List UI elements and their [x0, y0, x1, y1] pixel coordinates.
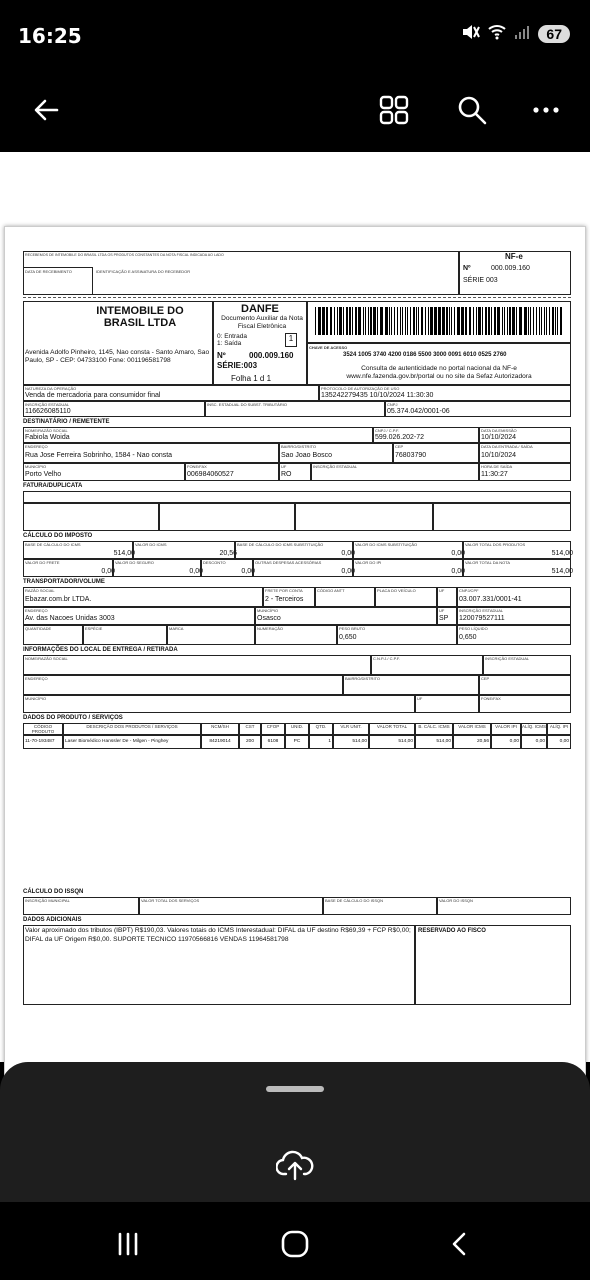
- nature: Venda de mercadoria para consumidor final: [25, 392, 161, 399]
- desconto-label: DESCONTO: [203, 560, 226, 565]
- dest-address-label: ENDEREÇO: [25, 444, 48, 449]
- dest-uf: RO: [281, 471, 292, 478]
- entrega-address-label: ENDEREÇO: [25, 676, 48, 681]
- dest-exit: 10/10/2024: [481, 452, 517, 459]
- seguro: 0,00: [189, 568, 203, 575]
- barcode-bar: [491, 307, 492, 335]
- barcode-bar: [318, 307, 321, 335]
- barcode-bar: [478, 307, 481, 335]
- barcode-bar: [442, 307, 445, 335]
- entrega-ie-label: INSCRIÇÃO ESTADUAL: [485, 656, 530, 661]
- barcode-bar: [485, 307, 487, 335]
- danfe-type: 1: [288, 334, 294, 343]
- entrega-section-title: INFORMAÇÕES DO LOCAL DE ENTREGA / RETIRADA: [23, 647, 178, 653]
- issqn-valor-label: VALOR DO ISSQN: [439, 898, 473, 903]
- more-icon[interactable]: [524, 88, 568, 132]
- adicionais-section-title: DADOS ADICIONAIS: [23, 917, 82, 923]
- ipi: 0,00: [451, 568, 465, 575]
- total-nota: 514,00: [551, 568, 573, 575]
- barcode-bar: [380, 307, 383, 335]
- transp-section-title: TRANSPORTADOR/VOLUME: [23, 579, 105, 585]
- transp-address: Av. das Nacoes Unidas 3003: [25, 615, 115, 622]
- barcode-bar: [355, 307, 357, 335]
- nfe-title: NF-e: [505, 252, 523, 261]
- ie-label: INSCRIÇÃO ESTADUAL: [25, 402, 70, 407]
- barcode-bar: [385, 307, 388, 335]
- barcode-bar: [349, 307, 351, 335]
- table-header-cell: B. CÁLC. ICMS: [415, 723, 453, 735]
- table-header-cell: ALÍQ. IPI: [547, 723, 571, 735]
- barcode-bar: [473, 307, 474, 335]
- barcode-bar: [457, 307, 460, 335]
- dest-exit-label: DATA DA ENTRADA / SAÍDA: [481, 444, 533, 449]
- barcode-bar: [421, 307, 423, 335]
- ipi-label: VALOR DO IPI: [355, 560, 382, 565]
- dest-cep-label: CEP: [395, 444, 404, 449]
- table-header-cell: CÓDIGO PRODUTO: [23, 723, 63, 735]
- barcode-bar: [488, 307, 490, 335]
- barcode-bar: [465, 307, 467, 335]
- issqn-servicos-label: VALOR TOTAL DOS SERVIÇOS: [141, 898, 200, 903]
- barcode-bar: [552, 307, 554, 335]
- table-cell: 200: [239, 735, 261, 749]
- receipt-date-label: DATA DE RECEBIMENTO: [25, 269, 72, 274]
- ie-value: 116626085110: [25, 408, 71, 415]
- dest-address: Rua Jose Ferreira Sobrinho, 1584 - Nao consta: [25, 452, 173, 459]
- barcode-bar: [434, 307, 437, 335]
- transp-qty-label: QUANTIDADE: [25, 626, 52, 631]
- total-nota-label: VALOR TOTAL DA NOTA: [465, 560, 511, 565]
- cloud-upload-icon[interactable]: [276, 1148, 314, 1182]
- dest-time: 11:30:27: [481, 471, 508, 478]
- issqn-im-label: INSCRIÇÃO MUNICIPAL: [25, 898, 70, 903]
- transp-ie-label: INSCRIÇÃO ESTADUAL: [459, 608, 504, 613]
- home-icon[interactable]: [275, 1224, 315, 1264]
- table-header-cell: VALOR IPI: [491, 723, 521, 735]
- adicionais-text: Valor aproximado dos tributos (IBPT) R$190,03. Valores totais do ICMS Interestadual: DIFAL da UF destino R$69,39 + FCP R$0,00; DIFAL da UF Origem R$0,00. SUPORTE TECNICO 11970566816 VENDAS 11964581798: [25, 927, 411, 943]
- danfe-number: 000.009.160: [249, 351, 294, 360]
- access-key-label: CHAVE DE ACESSO: [309, 345, 348, 350]
- barcode-bar: [482, 307, 483, 335]
- transp-razao-label: RAZÃO SOCIAL: [25, 588, 55, 593]
- receipt-text: RECEBEMOS DE INTEMOBILE DO BRASIL LTDA OS PRODUTOS CONSTANTES DA NOTA FISCAL INDICADA AO LADO: [25, 253, 224, 257]
- barcode-bar: [528, 307, 529, 335]
- dest-city: Porto Velho: [25, 471, 62, 478]
- transp-uf-label: UF: [439, 588, 445, 593]
- battery-level: 67: [546, 25, 562, 42]
- seguro-label: VALOR DO SEGURO: [115, 560, 154, 565]
- barcode-bar: [469, 307, 471, 335]
- signal-icon: [514, 24, 530, 43]
- transp-city-label: MUNICÍPIO: [257, 608, 279, 613]
- transp-city: Osasco: [257, 615, 281, 622]
- barcode-bar: [533, 307, 534, 335]
- barcode-bar: [315, 307, 316, 335]
- dest-name: Fabiola Woida: [25, 434, 70, 441]
- barcode-bar: [346, 307, 348, 335]
- dest-ie-label: INSCRIÇÃO ESTADUAL: [313, 464, 358, 469]
- barcode-bar: [373, 307, 376, 335]
- barcode-bar: [519, 307, 522, 335]
- barcode-bar: [509, 307, 511, 335]
- dest-time-label: HORA DE SAÍDA: [481, 464, 513, 469]
- table-cell: 514,00: [333, 735, 369, 749]
- barcode-bar: [524, 307, 527, 335]
- table-cell: 0,00: [521, 735, 547, 749]
- table-cell: Laser Biomédico Hanssler De - Milgen - Pinghey: [63, 735, 201, 749]
- table-header-cell: QTD.: [309, 723, 333, 735]
- back-arrow-icon[interactable]: [24, 88, 68, 132]
- consult-text: Consulta de autenticidade no portal nacional da NF-e www.nfe.fazenda.gov.br/portal ou no site da Sefaz Autorizadora: [346, 365, 532, 380]
- danfe-number-label: Nº: [217, 351, 226, 360]
- barcode-bar: [377, 307, 378, 335]
- barcode-bar: [494, 307, 496, 335]
- outras-label: OUTRAS DESPESAS ACESSÓRIAS: [255, 560, 322, 565]
- barcode-bar: [343, 307, 344, 335]
- outras: 0,00: [341, 568, 355, 575]
- nfe-number-label: Nº: [463, 265, 471, 272]
- transp-placa-label: PLACA DO VEÍCULO: [377, 588, 416, 593]
- status-icons: [462, 24, 570, 43]
- issqn-section-title: CÁLCULO DO ISSQN: [23, 889, 84, 895]
- table-header-cell: CFOP: [261, 723, 285, 735]
- imposto-section-title: CÁLCULO DO IMPOSTO: [23, 533, 93, 539]
- transp-marca-label: MARCA: [169, 626, 184, 631]
- dest-emission: 10/10/2024: [481, 434, 517, 441]
- barcode-bar: [461, 307, 464, 335]
- barcode-bar: [405, 307, 406, 335]
- barcode-bar: [326, 307, 328, 335]
- dest-cpf-label: CNPJ / C.P.F.: [375, 428, 400, 433]
- barcode-bar: [365, 307, 366, 335]
- barcode-bar: [507, 307, 508, 335]
- barcode-bar: [334, 307, 335, 335]
- entrega-phone-label: FONE/FAX: [481, 696, 501, 701]
- ie-st-label: INSC. ESTADUAL DO SUBST. TRIBUTÁRIO: [207, 402, 287, 407]
- nature-label: NATUREZA DA OPERAÇÃO: [25, 386, 77, 391]
- drag-handle[interactable]: [266, 1086, 324, 1092]
- nfe-number: 000.009.160: [491, 265, 530, 272]
- dest-phone-label: FONE/FAX: [187, 464, 207, 469]
- base-icms: 514,00: [113, 550, 135, 557]
- transp-uf2: SP: [439, 615, 449, 622]
- emitter-address: Avenida Adolfo Pinheiro, 1145, Nao consta - Santo Amaro, Sao Paulo, SP - CEP: 04733100 Fone: 001196581798: [25, 349, 210, 364]
- danfe-entry: 0: Entrada: [217, 333, 247, 340]
- barcode-bar: [358, 307, 361, 335]
- table-cell: 1: [309, 735, 333, 749]
- back-icon[interactable]: [440, 1224, 480, 1264]
- frete-label: VALOR DO FRETE: [25, 560, 60, 565]
- transp-cnpj-label: CNPJ/CPF: [459, 588, 479, 593]
- dest-name-label: NOME/RAZÃO SOCIAL: [25, 428, 68, 433]
- transp-liquido-label: PESO LÍQUIDO: [459, 626, 488, 631]
- grid-icon[interactable]: [372, 88, 416, 132]
- barcode-bar: [322, 307, 325, 335]
- navigation-bar: [0, 1202, 590, 1280]
- table-header-cell: VALOR ICMS: [453, 723, 491, 735]
- barcode-bar: [449, 307, 450, 335]
- barcode-bar: [430, 307, 433, 335]
- total-prod-label: VALOR TOTAL DOS PRODUTOS: [465, 542, 526, 547]
- barcode-bar: [416, 307, 417, 335]
- table-cell: 6108: [261, 735, 285, 749]
- table-header-cell: UNID.: [285, 723, 309, 735]
- barcode-bar: [407, 307, 408, 335]
- access-key: 3524 1005 3740 4200 0186 5500 3000 0091 6010 0525 2760: [343, 352, 507, 358]
- table-header-cell: DESCRIÇÃO DOS PRODUTOS / SERVIÇOS: [63, 723, 201, 735]
- entrega-cep-label: CEP: [481, 676, 490, 681]
- barcode-bar: [400, 307, 401, 335]
- table-header-cell: VALOR TOTAL: [369, 723, 415, 735]
- battery-icon: [538, 25, 570, 43]
- barcode-bar: [544, 307, 545, 335]
- barcode-bar: [368, 307, 369, 335]
- recents-icon[interactable]: [108, 1224, 148, 1264]
- barcode-bar: [428, 307, 429, 335]
- total-prod: 514,00: [551, 550, 573, 557]
- entrega-district-label: BAIRRO/DISTRITO: [345, 676, 381, 681]
- valor-icms: 20,56: [219, 550, 237, 557]
- barcode-bar: [397, 307, 398, 335]
- danfe-subtitle: Documento Auxiliar da Nota Fiscal Eletrônica: [221, 315, 303, 330]
- table-cell: 514,00: [369, 735, 415, 749]
- table-header-cell: ALÍQ. ICMS: [521, 723, 547, 735]
- transp-frete: 2 - Terceiros: [265, 596, 304, 603]
- table-cell: 84219014: [201, 735, 239, 749]
- transp-razao: Ebazar.com.br LTDA.: [25, 596, 92, 603]
- barcode-bar: [391, 307, 392, 335]
- entrega-uf-label: UF: [417, 696, 423, 701]
- products-table: [23, 723, 571, 763]
- issqn-base-label: BASE DE CÁLCULO DO ISSQN: [325, 898, 384, 903]
- protocol-label: PROTOCOLO DE AUTORIZAÇÃO DE USO: [321, 386, 400, 391]
- reservado-fisco: RESERVADO AO FISCO: [418, 928, 486, 934]
- document-page[interactable]: [4, 226, 586, 1206]
- barcode-bar: [530, 307, 531, 335]
- barcode-bar: [352, 307, 353, 335]
- status-bar: [0, 0, 590, 72]
- dest-phone: 006984060527: [187, 471, 234, 478]
- barcode-bar: [363, 307, 364, 335]
- base-st-label: BASE DE CÁLCULO DO ICMS SUBSTITUIÇÃO: [237, 542, 324, 547]
- danfe-exit: 1: Saída: [217, 340, 242, 347]
- table-cell: 0,00: [491, 735, 521, 749]
- valor-st: 0,00: [451, 550, 465, 557]
- table-cell: 11-70-193487: [23, 735, 63, 749]
- mute-icon: [462, 24, 480, 43]
- toolbar: [0, 72, 590, 152]
- barcode-bar: [476, 307, 477, 335]
- barcode-bar: [536, 307, 537, 335]
- barcode-bar: [557, 307, 558, 335]
- barcode-bar: [339, 307, 342, 335]
- barcode-bar: [512, 307, 515, 335]
- barcode-bar: [438, 307, 441, 335]
- desconto: 0,00: [241, 568, 255, 575]
- valor-icms-label: VALOR DO ICMS: [135, 542, 167, 547]
- search-icon[interactable]: [450, 88, 494, 132]
- barcode-bar: [454, 307, 455, 335]
- dest-cpf: 599.026.202-72: [375, 434, 425, 441]
- valor-st-label: VALOR DO ICMS SUBSTITUIÇÃO: [355, 542, 418, 547]
- frete: 0,00: [101, 568, 115, 575]
- transp-especie-label: ESPÉCIE: [85, 626, 103, 631]
- danfe-title: DANFE: [241, 303, 279, 315]
- table-cell: PC: [285, 735, 309, 749]
- dest-uf-label: UF: [281, 464, 287, 469]
- barcode-bar: [516, 307, 517, 335]
- transp-numeracao-label: NUMERAÇÃO: [257, 626, 284, 631]
- protocol: 135242279435 10/10/2024 11:30:30: [321, 392, 434, 399]
- barcode-bar: [539, 307, 540, 335]
- barcode-bar: [451, 307, 452, 335]
- dest-city-label: MUNICÍPIO: [25, 464, 47, 469]
- transp-frete-label: FRETE POR CONTA: [265, 588, 303, 593]
- barcode-bar: [330, 307, 332, 335]
- transp-antt-label: CÓDIGO ANTT: [317, 588, 345, 593]
- barcode-bar: [410, 307, 411, 335]
- wifi-icon: [488, 24, 506, 43]
- barcode-bar: [504, 307, 505, 335]
- barcode-bar: [413, 307, 415, 335]
- transp-ie: 120079527111: [459, 615, 505, 622]
- barcode: [315, 307, 563, 335]
- produtos-section-title: DADOS DO PRODUTO / SERVIÇOS: [23, 715, 123, 721]
- transp-cnpj: 03.007.331/0001-41: [459, 596, 522, 603]
- dest-district: Sao Joao Bosco: [281, 452, 332, 459]
- dest-cep: 76803790: [395, 452, 427, 459]
- dest-district-label: BAIRRO/DISTRITO: [281, 444, 317, 449]
- barcode-bar: [337, 307, 338, 335]
- transp-uf2-label: UF: [439, 608, 445, 613]
- receipt-sign-label: IDENTIFICAÇÃO E ASSINATURA DO RECEBEDOR: [96, 269, 191, 274]
- barcode-bar: [555, 307, 556, 335]
- transp-bruto-label: PESO BRUTO: [339, 626, 366, 631]
- danfe-page: Folha 1 d 1: [231, 374, 272, 383]
- dest-section-title: DESTINATÁRIO / REMETENTE: [23, 419, 110, 425]
- barcode-bar: [446, 307, 448, 335]
- danfe-type-box: [285, 333, 297, 347]
- nfe-serie: SÉRIE 003: [463, 277, 498, 284]
- barcode-bar: [560, 307, 562, 335]
- table-cell: 20,56: [453, 735, 491, 749]
- cnpj-label: CNPJ: [387, 402, 398, 407]
- barcode-bar: [549, 307, 550, 335]
- transp-bruto: 0,650: [339, 634, 357, 641]
- barcode-bar: [389, 307, 390, 335]
- danfe-serie: SÉRIE:003: [217, 361, 258, 370]
- table-cell: 0,00: [547, 735, 571, 749]
- barcode-bar: [502, 307, 503, 335]
- fatura-section-title: FATURA/DUPLICATA: [23, 483, 83, 489]
- cnpj-value: 05.374.042/0001-06: [387, 408, 450, 415]
- table-header-cell: VLR UNIT.: [333, 723, 369, 735]
- table-header-cell: CST: [239, 723, 261, 735]
- bottom-sheet[interactable]: [0, 1062, 590, 1202]
- entrega-city-label: MUNICÍPIO: [25, 696, 47, 701]
- table-cell: 514,00: [415, 735, 453, 749]
- barcode-bar: [418, 307, 419, 335]
- transp-liquido: 0,650: [459, 634, 477, 641]
- status-time: 16:25: [18, 24, 82, 48]
- base-icms-label: BASE DE CÁLCULO DO ICMS: [25, 542, 81, 547]
- entrega-cpf-label: C.N.P.J./ C.P.F.: [373, 656, 400, 661]
- emitter-name: INTEMOBILE DO BRASIL LTDA: [96, 305, 184, 329]
- barcode-bar: [546, 307, 547, 335]
- table-header-cell: NCM/SH: [201, 723, 239, 735]
- barcode-bar: [497, 307, 500, 335]
- document-viewer[interactable]: [0, 152, 590, 1062]
- barcode-bar: [370, 307, 372, 335]
- barcode-bar: [394, 307, 395, 335]
- barcode-bar: [402, 307, 403, 335]
- entrega-razao-label: NOME/RAZÃO SOCIAL: [25, 656, 68, 661]
- barcode-bar: [541, 307, 542, 335]
- cut-line: [23, 297, 571, 298]
- base-st: 0,00: [341, 550, 355, 557]
- barcode-bar: [425, 307, 426, 335]
- dest-emission-label: DATA DA EMISSÃO: [481, 428, 517, 433]
- transp-address-label: ENDEREÇO: [25, 608, 48, 613]
